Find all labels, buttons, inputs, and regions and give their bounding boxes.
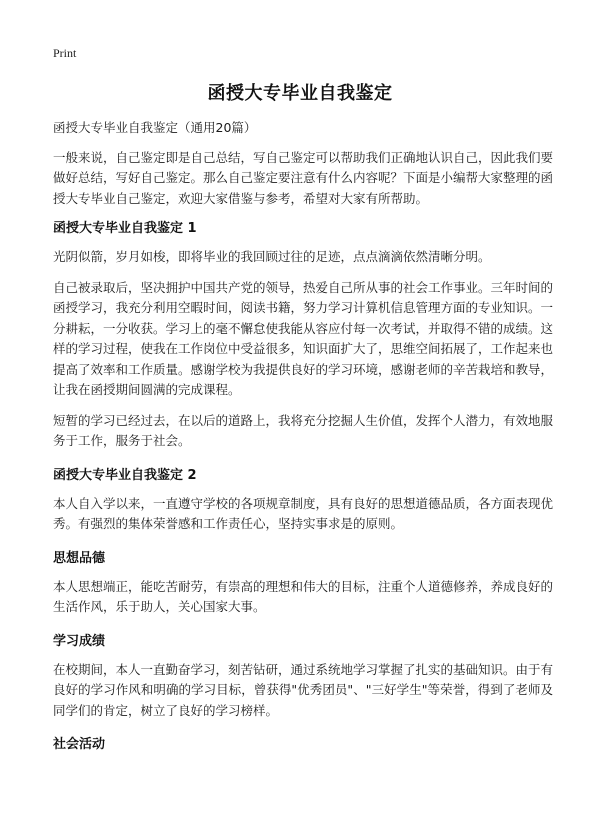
section-heading-2: 函授大专毕业自我鉴定 2 [53,467,197,483]
document-body [53,118,553,763]
section-heading-social: 社会活动 [53,737,106,752]
subtitle: 函授大专毕业自我鉴定（通用20篇） [53,120,257,135]
section4-paragraph-1: 在校期间，本人一直勤奋学习，刻苦钻研，通过系统地学习掌握了扎实的基础知识。由于有良好的学习作风和明确的学习目标，曾获得"优秀团员"、"三好学生"等荣誉，得到了老师及同学们的肯定，树立了良好的学习榜样。 [53,661,554,718]
section-heading-study: 学习成绩 [53,633,106,649]
page-title: 函授大专毕业自我鉴定 [207,83,393,104]
section-heading-thought: 思想品德 [53,550,106,566]
section2-paragraph-1: 本人自入学以来，一直遵守学校的各项规章制度，具有良好的思想道德品质，各方面表现优秀。有强烈的集体荣誉感和工作责任心，坚持实事求是的原则。 [53,495,554,531]
section1-paragraph-1: 光阴似箭，岁月如梭，即将毕业的我回顾过往的足迹，点点滴滴依然清晰分明。 [53,249,491,264]
section-heading-1: 函授大专毕业自我鉴定 1 [53,221,197,236]
section1-paragraph-2: 自己被录取后，坚决拥护中国共产党的领导，热爱自己所从事的社会工作事业。三年时间的函授学习，我充分利用空暇时间，阅读书籍，努力学习计算机信息管理方面的专业知识。一分耕耘，一分收获。学习上的毫不懈怠使我能从容应付每一次考试，并取得不错的成绩。这样的学习过程，使我在工作岗位中受益很多，知识面扩大了，思维空间拓展了，工作起来也提高了效率和工作质量。感谢学校为我提供良好的学习环境，感谢老师的辛苦栽培和教导，让我在函授期间圆满的完成课程。 [53,279,554,397]
intro-paragraph: 一般来说，自己鉴定即是自己总结，写自己鉴定可以帮助我们正确地认识自己，因此我们要做好总结，写好自己鉴定。那么自己鉴定要注意有什么内容呢？下面是小编帮大家整理的函授大专毕业自己鉴定，欢迎大家借鉴与参考，希望对大家有所帮助。 [53,149,554,206]
section3-paragraph-1: 本人思想端正，能吃苦耐劳，有崇高的理想和伟大的目标，注重个人道德修养，养成良好的生活作风，乐于助人，关心国家大事。 [53,578,554,614]
section1-paragraph-3: 短暂的学习已经过去，在以后的道路上，我将充分挖掘人生价值，发挥个人潜力，有效地服务于工作，服务于社会。 [53,412,554,448]
print-label: Print [53,46,77,60]
